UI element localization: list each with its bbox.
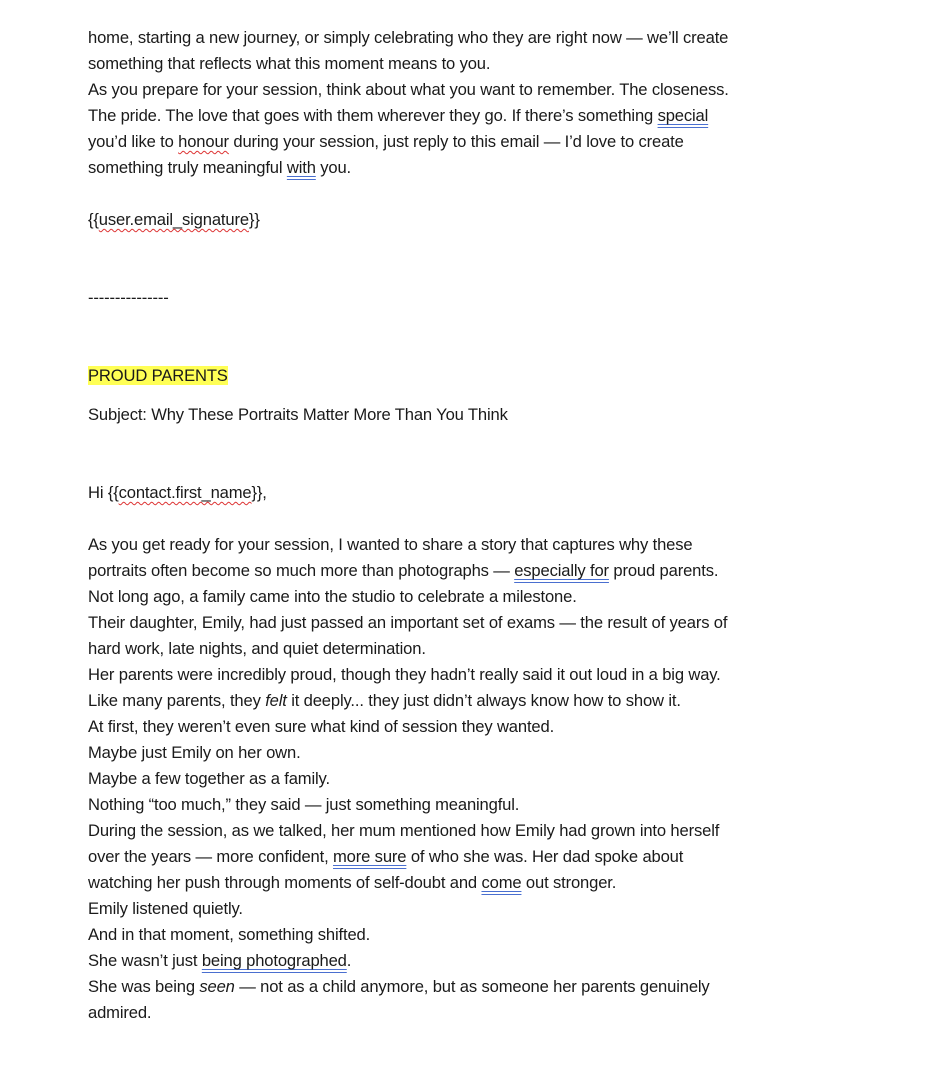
text-line	[88, 611, 727, 635]
text-run: }}	[248, 210, 260, 229]
text-run: Their daughter, Emily, had just passed an important set of exams — the result of years of	[88, 613, 728, 632]
grammar-suggestion-word[interactable]: more sure	[333, 847, 407, 866]
spelling-error-word[interactable]: contact.first_name	[118, 483, 252, 502]
text-run: it deeply... they just didn’t always know how to show it.	[286, 691, 681, 710]
text-run: you’d like to	[88, 132, 179, 151]
text-run: As you get ready for your session, I wanted to share a story that captures why these	[88, 535, 693, 554]
text-run: The pride. The love that goes with them wherever they go. If there’s something	[88, 106, 658, 125]
text-line	[88, 26, 728, 50]
text-run: Maybe just Emily on her own.	[88, 743, 301, 762]
text-run: At first, they weren’t even sure what kind of session they wanted.	[88, 717, 555, 736]
text-line	[88, 1001, 151, 1025]
spelling-error-word[interactable]: user.email_signature	[98, 210, 249, 229]
text-run: — not as a child anymore, but as someone her parents genuinely	[234, 977, 710, 996]
text-run: During the session, as we talked, her mum mentioned how Emily had grown into herself	[88, 821, 720, 840]
text-line	[88, 871, 616, 895]
text-run: And in that moment, something shifted.	[88, 925, 371, 944]
text-run: ---------------	[88, 288, 169, 307]
text-line	[88, 104, 708, 128]
text-run: admired.	[88, 1003, 152, 1022]
text-line	[88, 949, 351, 973]
spelling-error-word[interactable]: honour	[178, 132, 229, 151]
text-run: over the years — more confident,	[88, 847, 333, 866]
text-line	[88, 689, 681, 713]
text-run: Subject: Why These Portraits Matter More Than You Think	[88, 405, 508, 424]
text-line	[88, 156, 351, 180]
text-run: watching her push through moments of self-doubt and	[88, 873, 482, 892]
text-run: Not long ago, a family came into the studio to celebrate a milestone.	[88, 587, 577, 606]
text-run: out stronger.	[521, 873, 617, 892]
italic-text: seen	[199, 977, 235, 996]
text-line	[88, 286, 169, 310]
text-run: Emily listened quietly.	[88, 899, 243, 918]
highlighted-heading: PROUD PARENTS	[88, 366, 228, 385]
text-line	[88, 975, 710, 999]
text-run: something truly meaningful	[88, 158, 287, 177]
text-line	[88, 637, 426, 661]
italic-text: felt	[265, 691, 287, 710]
text-line	[88, 819, 719, 843]
text-run: of who she was. Her dad spoke about	[406, 847, 684, 866]
text-line	[88, 741, 301, 765]
text-line	[88, 52, 490, 76]
text-run: She wasn’t just	[88, 951, 202, 970]
text-run: Like many parents, they	[88, 691, 266, 710]
text-run: portraits often become so much more than photographs —	[88, 561, 515, 580]
grammar-suggestion-word[interactable]: especially for	[514, 561, 609, 580]
text-line	[88, 208, 260, 232]
text-run: something that reflects what this moment means to you.	[88, 54, 491, 73]
grammar-suggestion-word[interactable]: special	[657, 106, 709, 125]
text-run: home, starting a new journey, or simply celebrating who they are right now — we’ll create	[88, 28, 729, 47]
text-line	[88, 793, 519, 817]
text-run: .	[346, 951, 352, 970]
text-run: you.	[315, 158, 352, 177]
text-run: Maybe a few together as a family.	[88, 769, 330, 788]
text-line	[88, 364, 228, 388]
text-line	[88, 130, 684, 154]
text-line	[88, 403, 508, 427]
text-line	[88, 923, 370, 947]
text-run: Nothing “too much,” they said — just something meaningful.	[88, 795, 520, 814]
text-line	[88, 663, 721, 687]
text-run: Her parents were incredibly proud, though they hadn’t really said it out loud in a big way.	[88, 665, 721, 684]
text-line	[88, 897, 243, 921]
text-line	[88, 533, 692, 557]
text-line	[88, 559, 718, 583]
text-line	[88, 715, 554, 739]
grammar-suggestion-word[interactable]: with	[286, 158, 316, 177]
text-run: As you prepare for your session, think about what you want to remember. The closeness.	[88, 80, 729, 99]
text-line	[88, 767, 330, 791]
text-run: during your session, just reply to this email — I’d love to create	[228, 132, 684, 151]
text-line	[88, 585, 577, 609]
text-run: }},	[251, 483, 267, 502]
grammar-suggestion-word[interactable]: come	[481, 873, 522, 892]
text-run: Hi {{	[88, 483, 119, 502]
text-run: She was being	[88, 977, 200, 996]
text-line	[88, 481, 267, 505]
text-run: {{	[88, 210, 99, 229]
text-run: proud parents.	[608, 561, 719, 580]
text-line	[88, 845, 683, 869]
text-line	[88, 78, 729, 102]
grammar-suggestion-word[interactable]: being photographed	[201, 951, 347, 970]
text-run: hard work, late nights, and quiet determination.	[88, 639, 426, 658]
